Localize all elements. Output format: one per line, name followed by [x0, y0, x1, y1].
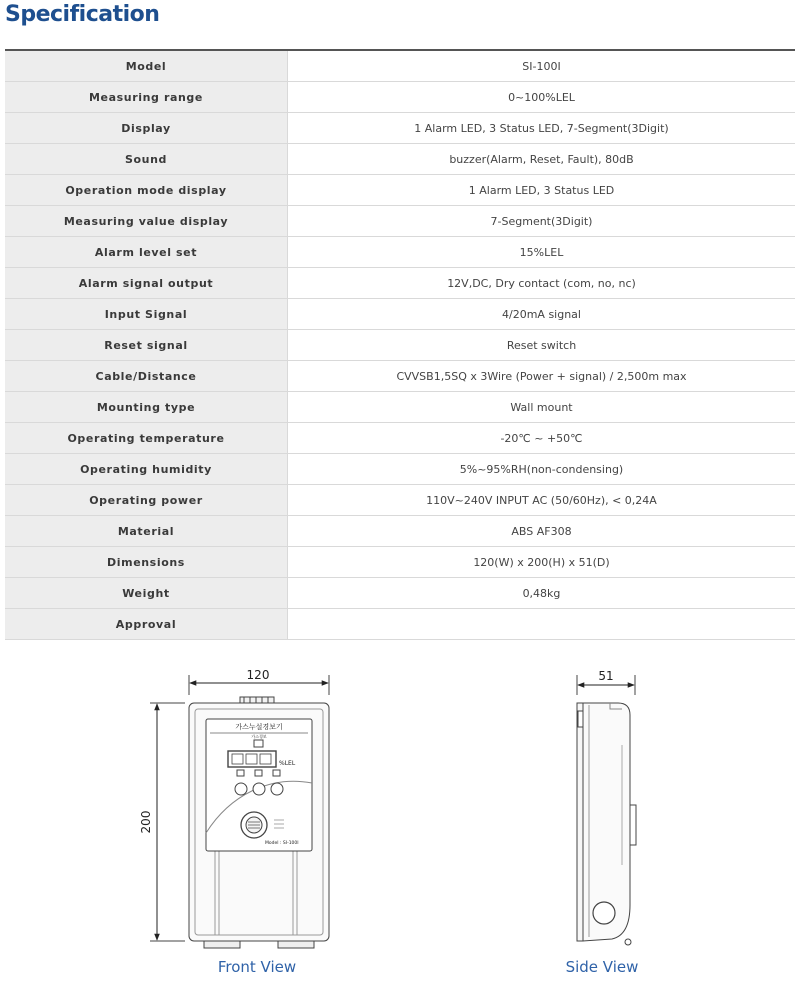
spec-value: 0~100%LEL	[288, 82, 796, 113]
spec-row	[5, 330, 795, 361]
spec-row	[5, 547, 795, 578]
spec-label: Approval	[5, 609, 288, 640]
spec-label: Cable/Distance	[5, 361, 288, 392]
spec-value: 110V~240V INPUT AC (50/60Hz), < 0,24A	[288, 485, 796, 516]
spec-value: CVVSB1,5SQ x 3Wire (Power + signal) / 2,500m max	[288, 361, 796, 392]
side-depth-label: 51	[598, 669, 614, 683]
panel-button-1	[235, 783, 247, 795]
side-view-caption: Side View	[565, 958, 639, 976]
spec-row	[5, 206, 795, 237]
spec-value: 12V,DC, Dry contact (com, no, nc)	[288, 268, 796, 299]
spec-row	[5, 299, 795, 330]
spec-label: Weight	[5, 578, 288, 609]
side-foot	[625, 939, 631, 945]
side-clip	[630, 805, 636, 845]
front-width-dimension	[189, 668, 329, 695]
spec-row	[5, 237, 795, 268]
panel-button-2	[253, 783, 265, 795]
spec-value: 15%LEL	[288, 237, 796, 268]
spec-value	[288, 609, 796, 640]
front-view-caption: Front View	[217, 958, 297, 976]
back-plate	[577, 703, 583, 941]
spec-row	[5, 361, 795, 392]
spec-value: buzzer(Alarm, Reset, Fault), 80dB	[288, 144, 796, 175]
spec-table	[5, 51, 795, 640]
spec-row	[5, 609, 795, 640]
sensor-buzzer	[241, 812, 267, 838]
front-height-label: 200	[139, 810, 153, 834]
spec-value: ABS AF308	[288, 516, 796, 547]
front-height-dimension	[139, 703, 185, 941]
spec-label: Material	[5, 516, 288, 547]
alarm-led-label: 가스경보	[251, 734, 267, 739]
front-width-label: 120	[246, 668, 270, 682]
unit-label: %LEL	[279, 760, 296, 767]
spec-label: Dimensions	[5, 547, 288, 578]
side-knob	[593, 902, 615, 924]
spec-row	[5, 485, 795, 516]
panel-button-3	[271, 783, 283, 795]
spec-label: Operating humidity	[5, 454, 288, 485]
bottom-foot-left	[204, 941, 240, 948]
model-label: Model : SI-100I	[265, 841, 299, 846]
spec-row	[5, 144, 795, 175]
spec-value: Wall mount	[288, 392, 796, 423]
spec-label: Operating temperature	[5, 423, 288, 454]
spec-label: Measuring range	[5, 82, 288, 113]
spec-label: Sound	[5, 144, 288, 175]
spec-row	[5, 578, 795, 609]
spec-value: 5%~95%RH(non-condensing)	[288, 454, 796, 485]
page-title: Specification	[5, 2, 160, 27]
side-view-drawing	[577, 669, 636, 945]
bottom-foot-right	[278, 941, 314, 948]
spec-value: 1 Alarm LED, 3 Status LED, 7-Segment(3Digit)	[288, 113, 796, 144]
spec-label: Reset signal	[5, 330, 288, 361]
panel-title: 가스누설경보기	[235, 723, 283, 731]
spec-row	[5, 516, 795, 547]
spec-label: Input Signal	[5, 299, 288, 330]
spec-label: Mounting type	[5, 392, 288, 423]
spec-row	[5, 423, 795, 454]
spec-value: 120(W) x 200(H) x 51(D)	[288, 547, 796, 578]
spec-label: Operation mode display	[5, 175, 288, 206]
spec-value: 7-Segment(3Digit)	[288, 206, 796, 237]
spec-row	[5, 51, 795, 82]
spec-row	[5, 392, 795, 423]
spec-label: Measuring value display	[5, 206, 288, 237]
front-view-drawing	[139, 668, 329, 948]
spec-row	[5, 113, 795, 144]
spec-label: Operating power	[5, 485, 288, 516]
spec-label: Alarm level set	[5, 237, 288, 268]
product-drawings	[0, 645, 800, 985]
spec-label: Alarm signal output	[5, 268, 288, 299]
spec-value: 4/20mA signal	[288, 299, 796, 330]
spec-value: 1 Alarm LED, 3 Status LED	[288, 175, 796, 206]
spec-value: SI-100I	[288, 51, 796, 82]
spec-row	[5, 454, 795, 485]
spec-row	[5, 175, 795, 206]
spec-row	[5, 82, 795, 113]
spec-value: 0,48kg	[288, 578, 796, 609]
spec-label: Model	[5, 51, 288, 82]
spec-value: -20℃ ~ +50℃	[288, 423, 796, 454]
spec-label: Display	[5, 113, 288, 144]
side-depth-dimension	[577, 669, 635, 695]
spec-row	[5, 268, 795, 299]
spec-value: Reset switch	[288, 330, 796, 361]
